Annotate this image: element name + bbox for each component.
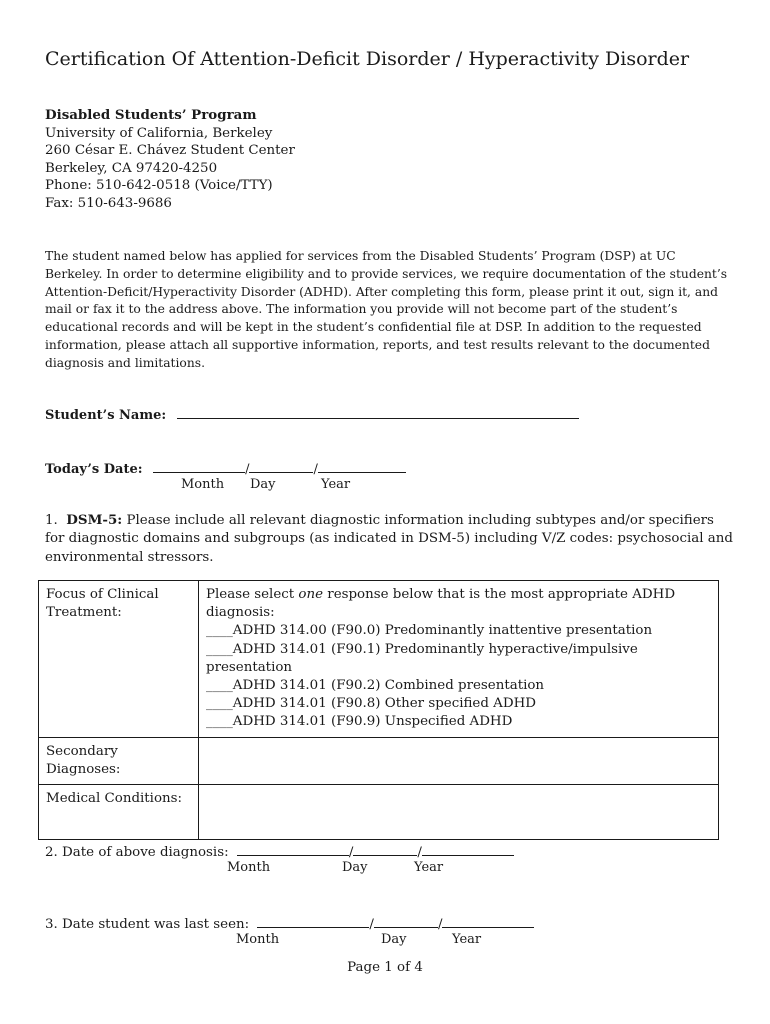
diagnosis-date-year-field[interactable] <box>422 843 514 856</box>
diagnosis-date-month-field[interactable] <box>237 843 349 856</box>
todays-date-row: Today’s Date: / / <box>45 460 406 477</box>
diagnosis-option[interactable]: ____ADHD 314.00 (F90.0) Predominantly inattentive presentation <box>206 623 653 639</box>
todays-date-day-field[interactable] <box>249 460 313 473</box>
secondary-diagnoses-label: Secondary Diagnoses: <box>39 737 199 784</box>
intro-paragraph: The student named below has applied for services from the Disabled Students’ Program (DSP) at UC Berkeley. In order to determine eligibility and to provide services, we require documentation of the student’s Attention-Deficit/Hyperactivity Disorder (ADHD). After completing this form, please print it out, sign it, and mail or fax it to the address above. The information you provide will not become part of the student’s educational records and will be kept in the student’s confidential file at DSP. In addition to the requested information, please attach all supportive information, reports, and test results relevant to the documented diagnosis and limitations. <box>45 249 728 370</box>
focus-options-cell <box>199 581 719 738</box>
diagnosis-option[interactable]: ____ADHD 314.01 (F90.2) Combined presentation <box>206 678 545 694</box>
date-month-caption: Month <box>181 477 225 492</box>
date-month-caption: Month <box>236 932 280 947</box>
address-block <box>45 107 295 213</box>
dsm5-instructions: 1. DSM-5: Please include all relevant diagnostic information including subtypes and/or specifiers for diagnostic domains and subgroups (as indicated in DSM-5) including V/Z codes: psychosocial and environmental stressors. <box>45 512 733 565</box>
date-day-caption: Day <box>250 477 276 492</box>
address-line: 260 César E. Chávez Student Center <box>45 143 295 159</box>
last-seen-year-field[interactable] <box>442 915 534 928</box>
student-name-row <box>45 406 579 423</box>
date-month-caption: Month <box>227 860 271 875</box>
medical-conditions-field[interactable] <box>199 785 719 840</box>
diagnosis-date-label: 2. Date of above diagnosis: <box>45 845 229 860</box>
diagnosis-date-day-field[interactable] <box>353 843 417 856</box>
focus-row <box>39 581 719 738</box>
diagnosis-option[interactable]: ____ADHD 314.01 (F90.8) Other specified ADHD <box>206 696 536 712</box>
diagnosis-date-row: 2. Date of above diagnosis: / / <box>45 843 514 860</box>
date-year-caption: Year <box>452 932 482 947</box>
diagnosis-table <box>38 580 719 840</box>
last-seen-month-field[interactable] <box>257 915 369 928</box>
diagnosis-option[interactable]: ____ADHD 314.01 (F90.9) Unspecified ADHD <box>206 714 513 730</box>
fax-line: Fax: 510-643-9686 <box>45 195 172 211</box>
address-line: University of California, Berkeley <box>45 125 273 141</box>
diagnosis-option[interactable]: ____ADHD 314.01 (F90.1) Predominantly hyperactive/impulsive presentation <box>206 641 638 675</box>
last-seen-label: 3. Date student was last seen: <box>45 917 250 932</box>
student-name-field[interactable] <box>177 406 579 419</box>
page-number: Page 1 of 4 <box>347 960 423 975</box>
last-seen-day-field[interactable] <box>374 915 438 928</box>
medical-row <box>39 785 719 840</box>
date-year-caption: Year <box>321 477 351 492</box>
medical-conditions-label: Medical Conditions: <box>39 785 199 840</box>
page-title: Certification Of Attention-Deficit Disorder / Hyperactivity Disorder <box>45 48 690 70</box>
date-day-caption: Day <box>342 860 368 875</box>
date-day-caption: Day <box>381 932 407 947</box>
last-seen-date-row: 3. Date student was last seen: / / <box>45 915 534 932</box>
diagnosis-instruction: Please select one response below that is the most appropriate ADHD diagnosis: <box>206 587 676 621</box>
program-name: Disabled Students’ Program <box>45 107 257 123</box>
secondary-diagnoses-field[interactable] <box>199 737 719 784</box>
focus-label: Focus of Clinical Treatment: <box>39 581 199 738</box>
todays-date-year-field[interactable] <box>318 460 406 473</box>
todays-date-month-field[interactable] <box>153 460 245 473</box>
secondary-row <box>39 737 719 784</box>
address-line: Berkeley, CA 97420-4250 <box>45 160 218 176</box>
phone-line: Phone: 510-642-0518 (Voice/TTY) <box>45 178 273 194</box>
dsm5-text: Please include all relevant diagnostic information including subtypes and/or specifiers for diagnostic domains and subgroups (as indicated in DSM-5) including V/Z codes: psychosocial and environmental stressors. <box>45 513 733 565</box>
student-name-label: Student’s Name: <box>45 408 167 423</box>
date-year-caption: Year <box>414 860 444 875</box>
todays-date-label: Today’s Date: <box>45 462 143 477</box>
dsm5-heading: DSM-5: <box>66 512 123 528</box>
